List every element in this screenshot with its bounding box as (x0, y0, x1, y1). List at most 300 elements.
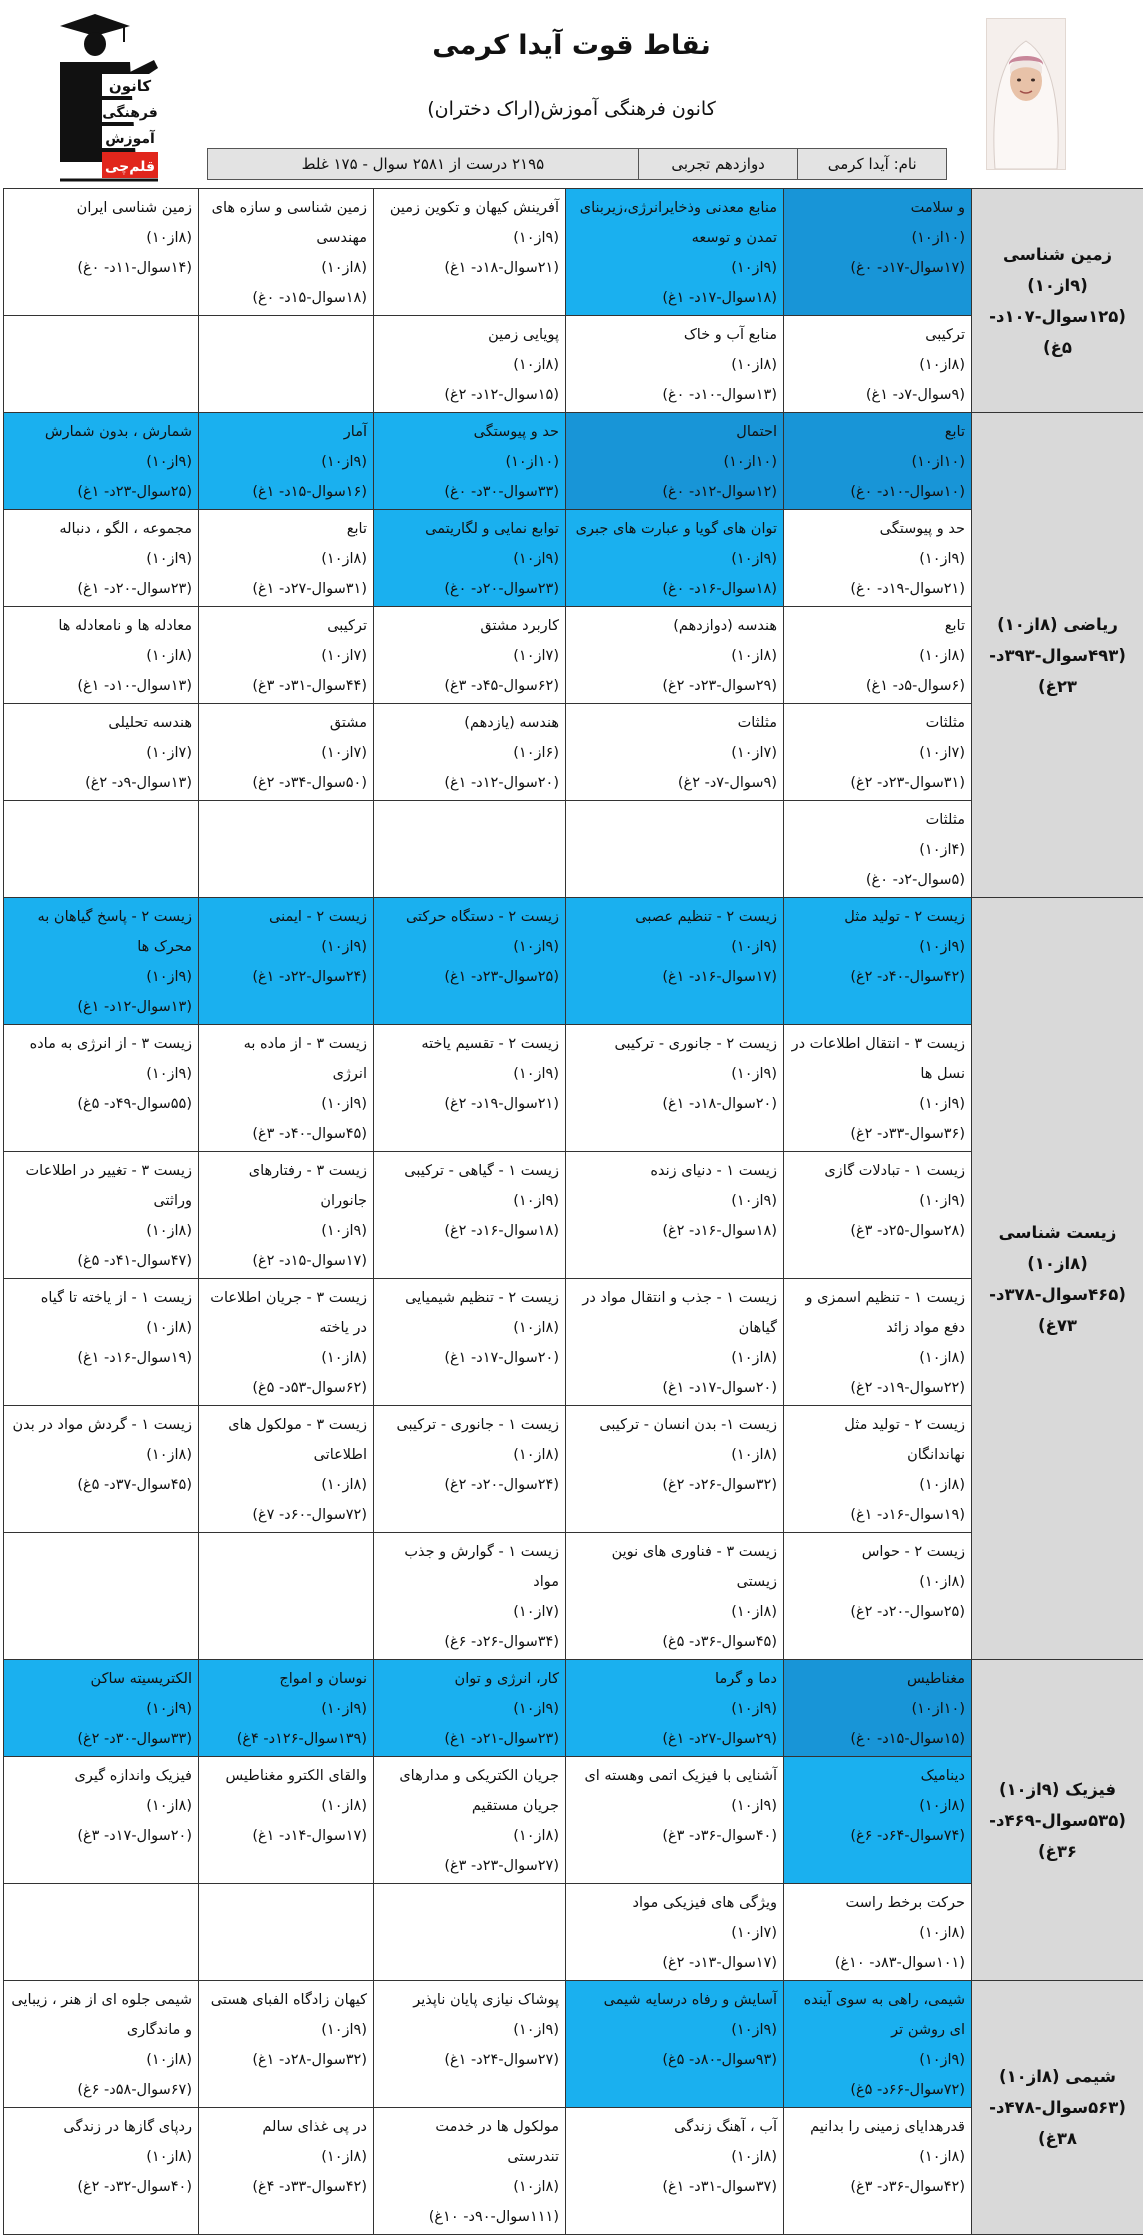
topic-score: (۷از۱۰) (572, 1918, 777, 1948)
topic-cell (784, 898, 972, 1025)
topic-cell (784, 1279, 972, 1406)
topic-stats: (۳۱سوال-۲۳د- ۲غ) (790, 768, 965, 798)
student-info-bar (207, 148, 947, 180)
topic-name: زمین شناسی و سازه های مهندسی (205, 193, 367, 253)
topic-stats: (۴۵سوال-۴۰د- ۳غ) (205, 1119, 367, 1149)
topic-cell (199, 1884, 374, 1981)
topic-score: (۹از۱۰) (572, 1186, 777, 1216)
topic-score: (۸از۱۰) (380, 1313, 559, 1343)
topic-stats: (۲۳سوال-۲۱د- ۱غ) (380, 1724, 559, 1754)
svg-text:قلم‌چی: قلم‌چی (105, 159, 155, 175)
topic-cell (4, 510, 199, 607)
topic-name: مثلثات (572, 708, 777, 738)
topic-score: (۸از۱۰) (10, 1313, 192, 1343)
topic-cell (199, 1025, 374, 1152)
topic-name: مثلثات (790, 805, 965, 835)
topic-score: (۹از۱۰) (205, 932, 367, 962)
report-header (0, 0, 1143, 185)
topic-cell (199, 316, 374, 413)
topic-stats: (۲۷سوال-۲۳د- ۳غ) (380, 1851, 559, 1881)
topic-stats: (۲۰سوال-۱۸د- ۱غ) (572, 1089, 777, 1119)
topic-score: (۶از۱۰) (380, 738, 559, 768)
topic-cell (374, 510, 566, 607)
topic-stats: (۱۰سوال-۱۰د- ۰غ) (790, 477, 965, 507)
topic-name: تابع (205, 514, 367, 544)
topic-score: (۸از۱۰) (790, 350, 965, 380)
topic-stats: (۷۴سوال-۶۴د- ۶غ) (790, 1821, 965, 1851)
topic-stats: (۲۱سوال-۱۹د- ۲غ) (380, 1089, 559, 1119)
topic-cell (566, 607, 784, 704)
topic-score: (۹از۱۰) (790, 1089, 965, 1119)
topic-stats: (۲۷سوال-۲۴د- ۱غ) (380, 2045, 559, 2075)
topic-name: هندسه تحلیلی (10, 708, 192, 738)
topic-name: هندسه (دوازدهم) (572, 611, 777, 641)
student-score-summary: ۲۱۹۵ درست از ۲۵۸۱ سوال - ۱۷۵ غلط (208, 149, 638, 179)
topic-cell (374, 704, 566, 801)
topic-name: کار، انرژی و توان (380, 1664, 559, 1694)
strengths-table-container (3, 188, 1143, 2235)
topic-stats: (۶۷سوال-۵۸د- ۶غ) (10, 2075, 192, 2105)
topic-cell (566, 1279, 784, 1406)
topic-score: (۸از۱۰) (572, 1440, 777, 1470)
table-row (4, 898, 1143, 1025)
topic-stats: (۲۵سوال-۲۳د- ۱غ) (380, 962, 559, 992)
topic-stats: (۲۳سوال-۲۰د- ۰غ) (380, 574, 559, 604)
topic-score: (۹از۱۰) (572, 1694, 777, 1724)
topic-stats: (۲۰سوال-۱۷د- ۱غ) (572, 1373, 777, 1403)
topic-score: (۹از۱۰) (205, 447, 367, 477)
topic-score: (۸از۱۰) (790, 1791, 965, 1821)
topic-name: مغناطیس (790, 1664, 965, 1694)
topic-cell (4, 607, 199, 704)
topic-name: شمارش ، بدون شمارش (10, 417, 192, 447)
subject-cell: فیزیک (۹از۱۰) (۵۳۵سوال-۴۶۹د- ۳۶غ) (972, 1660, 1143, 1981)
topic-name: زیست ۲ - تقسیم یاخته (380, 1029, 559, 1059)
topic-name: زیست ۳ - مولکول های اطلاعاتی (205, 1410, 367, 1470)
topic-cell (199, 898, 374, 1025)
topic-cell (566, 2108, 784, 2235)
topic-cell (784, 1406, 972, 1533)
table-row (4, 189, 1143, 316)
page-subtitle: کانون فرهنگی آموزش(اراک دختران) (0, 98, 1143, 120)
topic-score: (۸از۱۰) (572, 1343, 777, 1373)
topic-name: دما و گرما (572, 1664, 777, 1694)
topic-stats: (۱۸سوال-۱۶د- ۲غ) (380, 1216, 559, 1246)
topic-score: (۸از۱۰) (572, 350, 777, 380)
topic-cell (784, 607, 972, 704)
topic-cell (374, 607, 566, 704)
topic-cell (374, 1279, 566, 1406)
strengths-table (3, 188, 1143, 2235)
topic-stats: (۱۳سوال-۱۲د- ۱غ) (10, 992, 192, 1022)
topic-score: (۸از۱۰) (10, 2045, 192, 2075)
topic-cell (374, 1533, 566, 1660)
topic-score: (۱۰از۱۰) (572, 447, 777, 477)
subject-cell: زیست شناسی (۸از۱۰) (۴۶۵سوال-۳۷۸د- ۷۳غ) (972, 898, 1143, 1660)
topic-score: (۷از۱۰) (380, 1597, 559, 1627)
topic-name: منابع آب و خاک (572, 320, 777, 350)
topic-cell (374, 898, 566, 1025)
topic-name: توابع نمایی و لگاریتمی (380, 514, 559, 544)
subject-cell: ریاضی (۸از۱۰) (۴۹۳سوال-۳۹۳د- ۲۳غ) (972, 413, 1143, 898)
topic-score: (۹از۱۰) (572, 1059, 777, 1089)
topic-stats: (۱۸سوال-۱۶د- ۰غ) (572, 574, 777, 604)
topic-score: (۱۰از۱۰) (380, 447, 559, 477)
topic-cell (784, 1533, 972, 1660)
topic-cell (4, 1981, 199, 2108)
topic-name: الکتریسیته ساکن (10, 1664, 192, 1694)
topic-score: (۹از۱۰) (380, 223, 559, 253)
topic-cell (4, 1757, 199, 1884)
topic-name: احتمال (572, 417, 777, 447)
topic-stats: (۲۱سوال-۱۸د- ۱غ) (380, 253, 559, 283)
topic-name: زیست ۳ - از ماده به انرژی (205, 1029, 367, 1089)
topic-cell (4, 413, 199, 510)
topic-stats: (۳۷سوال-۳۱د- ۱غ) (572, 2172, 777, 2202)
topic-cell (784, 510, 972, 607)
topic-name: تابع (790, 611, 965, 641)
topic-score: (۸از۱۰) (205, 1470, 367, 1500)
topic-score: (۸از۱۰) (572, 641, 777, 671)
topic-stats: (۹سوال-۷د- ۲غ) (572, 768, 777, 798)
topic-cell (199, 1981, 374, 2108)
topic-score: (۸از۱۰) (790, 1567, 965, 1597)
topic-stats: (۷۲سوال-۶۰د- ۷غ) (205, 1500, 367, 1530)
topic-score: (۸از۱۰) (10, 1791, 192, 1821)
topic-cell (199, 1279, 374, 1406)
topic-stats: (۴۴سوال-۳۱د- ۳غ) (205, 671, 367, 701)
table-row (4, 413, 1143, 510)
topic-cell (374, 316, 566, 413)
topic-score: (۹از۱۰) (572, 932, 777, 962)
topic-name: معادله ها و نامعادله ها (10, 611, 192, 641)
topic-score: (۹از۱۰) (10, 1694, 192, 1724)
topic-score: (۷از۱۰) (205, 738, 367, 768)
topic-stats: (۴۷سوال-۴۱د- ۵غ) (10, 1246, 192, 1276)
topic-cell (566, 1884, 784, 1981)
topic-cell (784, 1660, 972, 1757)
topic-score: (۱۰از۱۰) (790, 1694, 965, 1724)
topic-score: (۹از۱۰) (10, 1059, 192, 1089)
topic-stats: (۱۷سوال-۱۳د- ۲غ) (572, 1948, 777, 1978)
topic-stats: (۲۵سوال-۲۰د- ۲غ) (790, 1597, 965, 1627)
topic-score: (۸از۱۰) (790, 1470, 965, 1500)
topic-name: زیست ۱ - از یاخته تا گیاه (10, 1283, 192, 1313)
topic-stats: (۳۲سوال-۲۶د- ۲غ) (572, 1470, 777, 1500)
topic-name: زیست ۲ - تنظیم عصبی (572, 902, 777, 932)
topic-cell (4, 1152, 199, 1279)
topic-score: (۸از۱۰) (205, 2142, 367, 2172)
topic-score: (۹از۱۰) (572, 253, 777, 283)
topic-score: (۸از۱۰) (205, 544, 367, 574)
topic-stats: (۲۴سوال-۲۲د- ۱غ) (205, 962, 367, 992)
topic-score: (۹از۱۰) (10, 447, 192, 477)
topic-stats: (۶۲سوال-۴۵د- ۳غ) (380, 671, 559, 701)
topic-name: زیست ۳ - فناوری های نوین زیستی (572, 1537, 777, 1597)
topic-cell (374, 189, 566, 316)
topic-cell (199, 2108, 374, 2235)
topic-cell (4, 1660, 199, 1757)
topic-cell (566, 316, 784, 413)
topic-stats: (۱۳سوال-۱۰د- ۰غ) (572, 380, 777, 410)
topic-name: والقای الکترو مغناطیس (205, 1761, 367, 1791)
topic-score: (۸از۱۰) (10, 2142, 192, 2172)
topic-name: ردپای گازها در زندگی (10, 2112, 192, 2142)
topic-score: (۸از۱۰) (205, 1791, 367, 1821)
topic-name: زیست ۳ - از انرژی به ماده (10, 1029, 192, 1059)
topic-cell (199, 607, 374, 704)
topic-score: (۸از۱۰) (380, 1440, 559, 1470)
svg-text:کانون: کانون (109, 77, 151, 95)
student-name: نام: آیدا کرمی (797, 149, 946, 179)
topic-score: (۸از۱۰) (380, 2172, 559, 2202)
topic-stats: (۱۸سوال-۱۷د- ۱غ) (572, 283, 777, 313)
topic-score: (۱۰از۱۰) (790, 447, 965, 477)
topic-name: زیست ۱ - جذب و انتقال مواد در گیاهان (572, 1283, 777, 1343)
topic-cell (566, 801, 784, 898)
student-grade: دوازدهم تجربی (638, 149, 798, 179)
topic-score: (۹از۱۰) (790, 932, 965, 962)
topic-score: (۹از۱۰) (380, 1059, 559, 1089)
topic-stats: (۱۱۱سوال-۹۰د- ۱۰غ) (380, 2202, 559, 2232)
topic-stats: (۳۲سوال-۲۸د- ۱غ) (205, 2045, 367, 2075)
topic-score: (۹از۱۰) (380, 544, 559, 574)
topic-stats: (۲۱سوال-۱۹د- ۰غ) (790, 574, 965, 604)
topic-score: (۹از۱۰) (380, 932, 559, 962)
topic-stats: (۴۲سوال-۳۳د- ۴غ) (205, 2172, 367, 2202)
topic-stats: (۱۳۹سوال-۱۲۶د- ۴غ) (205, 1724, 367, 1754)
topic-score: (۹از۱۰) (205, 1216, 367, 1246)
topic-name: زمین شناسی ایران (10, 193, 192, 223)
topic-stats: (۷۲سوال-۶۶د- ۵غ) (790, 2075, 965, 2105)
topic-score: (۸از۱۰) (790, 1918, 965, 1948)
topic-cell (784, 316, 972, 413)
topic-name: زیست ۳ - رفتارهای جانوران (205, 1156, 367, 1216)
topic-cell (784, 1152, 972, 1279)
topic-score: (۷از۱۰) (10, 738, 192, 768)
topic-cell (374, 2108, 566, 2235)
topic-score: (۹از۱۰) (205, 2015, 367, 2045)
topic-stats: (۹۳سوال-۸۰د- ۵غ) (572, 2045, 777, 2075)
topic-stats: (۳۳سوال-۳۰د- ۰غ) (380, 477, 559, 507)
topic-cell (199, 1406, 374, 1533)
topic-name: آمار (205, 417, 367, 447)
topic-name: آفرینش کیهان و تکوین زمین (380, 193, 559, 223)
topic-cell (566, 1152, 784, 1279)
topic-cell (374, 1660, 566, 1757)
table-row (4, 1981, 1143, 2108)
topic-cell (374, 1981, 566, 2108)
topic-stats: (۵۵سوال-۴۹د- ۵غ) (10, 1089, 192, 1119)
topic-score: (۸از۱۰) (380, 350, 559, 380)
topic-name: شیمی، راهی به سوی آینده ای روشن تر (790, 1985, 965, 2045)
topic-cell (4, 1406, 199, 1533)
topic-stats: (۲۵سوال-۲۳د- ۱غ) (10, 477, 192, 507)
topic-name: زیست ۲ - دستگاه حرکتی (380, 902, 559, 932)
topic-stats: (۶۲سوال-۵۳د- ۵غ) (205, 1373, 367, 1403)
topic-cell (374, 1152, 566, 1279)
topic-stats: (۴۰سوال-۳۲د- ۲غ) (10, 2172, 192, 2202)
topic-name: زیست ۳ - انتقال اطلاعات در نسل ها (790, 1029, 965, 1089)
student-photo (986, 18, 1066, 170)
topic-stats: (۳۶سوال-۳۳د- ۲غ) (790, 1119, 965, 1149)
topic-name: مشتق (205, 708, 367, 738)
topic-stats: (۱۳سوال-۱۰د- ۱غ) (10, 671, 192, 701)
topic-name: توان های گویا و عبارت های جبری (572, 514, 777, 544)
topic-stats: (۴۰سوال-۳۶د- ۳غ) (572, 1821, 777, 1851)
topic-name: مولکول ها در خدمت تندرستی (380, 2112, 559, 2172)
topic-stats: (۴۲سوال-۴۰د- ۲غ) (790, 962, 965, 992)
topic-cell (199, 1757, 374, 1884)
topic-stats: (۱۸سوال-۱۶د- ۲غ) (572, 1216, 777, 1246)
topic-cell (374, 801, 566, 898)
topic-score: (۴از۱۰) (790, 835, 965, 865)
topic-cell (4, 801, 199, 898)
topic-score: (۸از۱۰) (790, 641, 965, 671)
topic-score: (۷از۱۰) (790, 738, 965, 768)
topic-cell (4, 1025, 199, 1152)
topic-name: جریان الکتریکی و مدارهای جریان مستقیم (380, 1761, 559, 1821)
topic-name: زیست ۲ - حواس (790, 1537, 965, 1567)
topic-name: کیهان زادگاه الفبای هستی (205, 1985, 367, 2015)
topic-cell (784, 1025, 972, 1152)
topic-score: (۸از۱۰) (380, 1821, 559, 1851)
topic-cell (784, 1884, 972, 1981)
topic-cell (784, 1981, 972, 2108)
topic-cell (4, 1279, 199, 1406)
topic-score: (۹از۱۰) (205, 1089, 367, 1119)
topic-stats: (۴۲سوال-۳۶د- ۳غ) (790, 2172, 965, 2202)
topic-score: (۸از۱۰) (572, 1597, 777, 1627)
topic-cell (199, 704, 374, 801)
topic-cell (199, 413, 374, 510)
topic-stats: (۶سوال-۵د- ۱غ) (790, 671, 965, 701)
page-title: نقاط قوت آیدا کرمی (0, 30, 1143, 61)
svg-text:فرهنگی: فرهنگی (102, 104, 158, 121)
topic-score: (۷از۱۰) (380, 641, 559, 671)
topic-name: تابع (790, 417, 965, 447)
topic-name: زیست ۱ - دنیای زنده (572, 1156, 777, 1186)
topic-cell (4, 1533, 199, 1660)
topic-cell (4, 189, 199, 316)
topic-name: در پی غذای سالم (205, 2112, 367, 2142)
topic-cell (566, 189, 784, 316)
topic-name: حرکت برخط راست (790, 1888, 965, 1918)
topic-stats: (۱۵سوال-۱۵د- ۰غ) (790, 1724, 965, 1754)
topic-name: شیمی جلوه ای از هنر ، زیبایی و ماندگاری (10, 1985, 192, 2045)
topic-name: زیست ۱ - تنظیم اسمزی و دفع مواد زائد (790, 1283, 965, 1343)
topic-stats: (۴۵سوال-۳۶د- ۵غ) (572, 1627, 777, 1657)
topic-cell (199, 510, 374, 607)
topic-stats: (۳۱سوال-۲۷د- ۱غ) (205, 574, 367, 604)
topic-score: (۹از۱۰) (380, 2015, 559, 2045)
svg-text:آموزش: آموزش (105, 129, 156, 147)
topic-stats: (۲۰سوال-۱۲د- ۱غ) (380, 768, 559, 798)
topic-name: زیست ۲ - تنظیم شیمیایی (380, 1283, 559, 1313)
topic-name: زیست ۱- بدن انسان - ترکیبی (572, 1410, 777, 1440)
topic-stats: (۴۵سوال-۳۷د- ۵غ) (10, 1470, 192, 1500)
topic-cell (199, 189, 374, 316)
topic-name: دینامیک (790, 1761, 965, 1791)
topic-cell (374, 1884, 566, 1981)
topic-score: (۹از۱۰) (790, 544, 965, 574)
topic-stats: (۲۳سوال-۲۰د- ۱غ) (10, 574, 192, 604)
topic-stats: (۲۹سوال-۲۳د- ۲غ) (572, 671, 777, 701)
topic-score: (۸از۱۰) (10, 1216, 192, 1246)
topic-cell (566, 1406, 784, 1533)
topic-stats: (۵سوال-۲د- ۰غ) (790, 865, 965, 895)
subject-cell: شیمی (۸از۱۰) (۵۶۳سوال-۴۷۸د- ۳۸غ) (972, 1981, 1143, 2235)
topic-cell (566, 898, 784, 1025)
topic-name: و سلامت (790, 193, 965, 223)
topic-cell (566, 510, 784, 607)
topic-cell (566, 1981, 784, 2108)
topic-cell (566, 1757, 784, 1884)
topic-cell (199, 801, 374, 898)
topic-name: آسایش و رفاه درسایه شیمی (572, 1985, 777, 2015)
topic-stats: (۲۰سوال-۱۷د- ۱غ) (380, 1343, 559, 1373)
topic-name: زیست ۲ - تولید مثل (790, 902, 965, 932)
topic-stats: (۲۴سوال-۲۰د- ۲غ) (380, 1470, 559, 1500)
topic-name: حد و پیوستگی (790, 514, 965, 544)
topic-name: زیست ۲ - تولید مثل نهاندانگان (790, 1410, 965, 1470)
topic-name: زیست ۱ - تبادلات گازی (790, 1156, 965, 1186)
topic-name: زیست ۱ - گیاهی - ترکیبی (380, 1156, 559, 1186)
topic-cell (566, 1660, 784, 1757)
topic-stats: (۱۷سوال-۱۶د- ۱غ) (572, 962, 777, 992)
topic-cell (374, 1757, 566, 1884)
topic-cell (199, 1533, 374, 1660)
topic-name: زیست ۲ - جانوری - ترکیبی (572, 1029, 777, 1059)
topic-name: کاربرد مشتق (380, 611, 559, 641)
topic-score: (۹از۱۰) (205, 1694, 367, 1724)
topic-score: (۸از۱۰) (10, 641, 192, 671)
topic-score: (۹از۱۰) (790, 1186, 965, 1216)
topic-stats: (۱۰۱سوال-۸۳د- ۱۰غ) (790, 1948, 965, 1978)
topic-name: آشنایی با فیزیک اتمی وهسته ای (572, 1761, 777, 1791)
topic-score: (۸از۱۰) (572, 2142, 777, 2172)
topic-name: پویایی زمین (380, 320, 559, 350)
topic-name: آب ، آهنگ زندگی (572, 2112, 777, 2142)
topic-name: ترکیبی (790, 320, 965, 350)
topic-name: زیست ۲ - ایمنی (205, 902, 367, 932)
topic-score: (۷از۱۰) (572, 738, 777, 768)
topic-cell (784, 413, 972, 510)
topic-cell (4, 898, 199, 1025)
topic-cell (374, 1025, 566, 1152)
topic-name: منابع معدنی وذخایرانرژی،زیربنای تمدن و توسعه (572, 193, 777, 253)
topic-name: زیست ۱ - جانوری - ترکیبی (380, 1410, 559, 1440)
topic-cell (784, 189, 972, 316)
topic-name: مثلثات (790, 708, 965, 738)
topic-score: (۷از۱۰) (205, 641, 367, 671)
topic-stats: (۱۷سوال-۱۵د- ۲غ) (205, 1246, 367, 1276)
topic-stats: (۱۶سوال-۱۵د- ۱غ) (205, 477, 367, 507)
topic-stats: (۱۲سوال-۱۲د- ۰غ) (572, 477, 777, 507)
topic-name: ترکیبی (205, 611, 367, 641)
topic-score: (۸از۱۰) (790, 2142, 965, 2172)
topic-name: فیزیک واندازه گیری (10, 1761, 192, 1791)
topic-cell (566, 1025, 784, 1152)
topic-name: قدرهدایای زمینی را بدانیم (790, 2112, 965, 2142)
topic-stats: (۲۲سوال-۱۹د- ۲غ) (790, 1373, 965, 1403)
topic-cell (4, 704, 199, 801)
topic-name: زیست ۱ - گردش مواد در بدن (10, 1410, 192, 1440)
topic-name: پوشاک نیازی پایان ناپذیر (380, 1985, 559, 2015)
topic-stats: (۱۷سوال-۱۷د- ۰غ) (790, 253, 965, 283)
topic-score: (۹از۱۰) (380, 1694, 559, 1724)
topic-name: مجموعه ، الگو ، دنباله (10, 514, 192, 544)
